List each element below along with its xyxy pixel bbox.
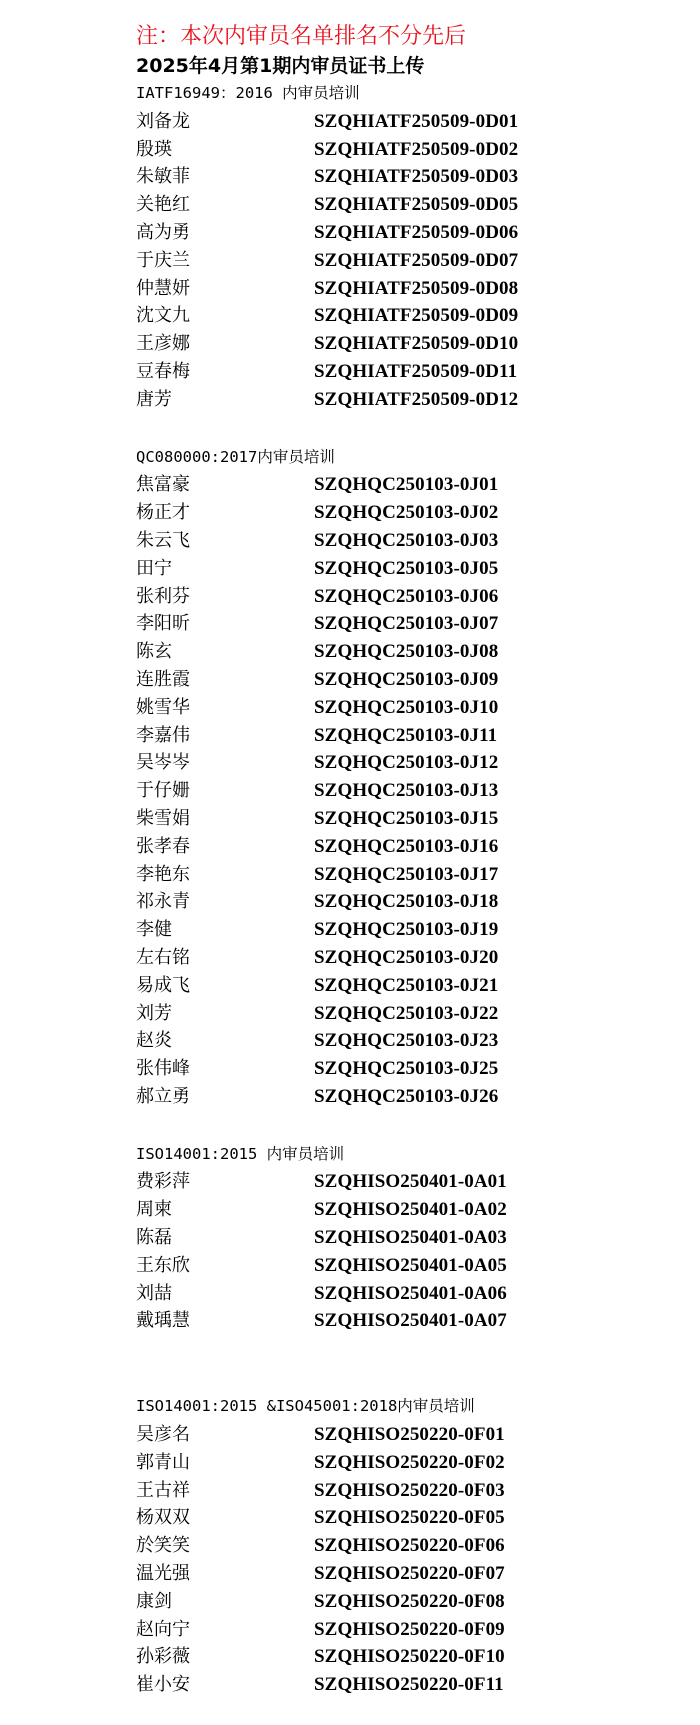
list-item xyxy=(136,610,696,638)
list-item xyxy=(136,888,696,916)
list-item xyxy=(136,972,696,1000)
section-spacer xyxy=(136,1111,696,1141)
certificate-number: SZQHISO250220-0F01 xyxy=(314,1424,505,1446)
page-title: 2025年4月第1期内审员证书上传 xyxy=(136,55,425,77)
certificate-number: SZQHQC250103-0J22 xyxy=(314,1002,499,1024)
auditor-name: 于庆兰 xyxy=(136,249,190,271)
auditor-name: 周柬 xyxy=(136,1199,172,1221)
auditor-name: 殷瑛 xyxy=(136,138,172,160)
auditor-name: 杨正才 xyxy=(136,502,190,524)
auditor-name: 高为勇 xyxy=(136,221,190,243)
auditor-name: 王古祥 xyxy=(136,1479,190,1501)
certificate-number: SZQHQC250103-0J17 xyxy=(314,863,499,885)
certificate-number: SZQHQC250103-0J07 xyxy=(314,613,499,635)
certificate-number: SZQHIATF250509-0D08 xyxy=(314,277,519,299)
list-item xyxy=(136,1307,696,1335)
list-item xyxy=(136,722,696,750)
certificate-number: SZQHIATF250509-0D12 xyxy=(314,388,519,410)
auditor-name: 吴岑岑 xyxy=(136,752,190,774)
auditor-name: 焦富豪 xyxy=(136,474,190,496)
auditor-name: 赵炎 xyxy=(136,1030,172,1052)
auditor-name: 柴雪娟 xyxy=(136,807,190,829)
list-item xyxy=(136,805,696,833)
list-item xyxy=(136,749,696,777)
certificate-number: SZQHISO250220-0F06 xyxy=(314,1535,505,1557)
certificate-number: SZQHQC250103-0J05 xyxy=(314,557,499,579)
certificate-number: SZQHQC250103-0J19 xyxy=(314,919,499,941)
auditor-name: 张孝春 xyxy=(136,835,190,857)
certificate-number: SZQHISO250401-0A07 xyxy=(314,1310,507,1332)
list-item xyxy=(136,275,696,303)
auditor-name: 祁永青 xyxy=(136,891,190,913)
section-spacer xyxy=(136,414,696,444)
certificate-number: SZQHQC250103-0J18 xyxy=(314,891,499,913)
list-item xyxy=(136,1000,696,1028)
list-item xyxy=(136,1252,696,1280)
auditor-name: 王彦娜 xyxy=(136,333,190,355)
certificate-number: SZQHISO250220-0F05 xyxy=(314,1507,505,1529)
certificate-number: SZQHQC250103-0J12 xyxy=(314,752,499,774)
certificate-number: SZQHQC250103-0J10 xyxy=(314,696,499,718)
auditor-name: 吴彦名 xyxy=(136,1424,190,1446)
auditor-name: 陈玄 xyxy=(136,641,172,663)
certificate-number: SZQHISO250220-0F03 xyxy=(314,1479,505,1501)
certificate-sections xyxy=(136,80,696,1699)
auditor-name: 李健 xyxy=(136,919,172,941)
certificate-section xyxy=(136,444,696,1111)
list-item xyxy=(136,247,696,275)
list-item xyxy=(136,1532,696,1560)
certificate-number: SZQHQC250103-0J15 xyxy=(314,807,499,829)
auditor-name: 关艳红 xyxy=(136,194,190,216)
certificate-number: SZQHQC250103-0J25 xyxy=(314,1058,499,1080)
list-item xyxy=(136,1588,696,1616)
auditor-name: 沈文九 xyxy=(136,305,190,327)
list-item xyxy=(136,666,696,694)
list-item xyxy=(136,1224,696,1252)
auditor-name: 张伟峰 xyxy=(136,1058,190,1080)
list-item xyxy=(136,1504,696,1532)
list-item xyxy=(136,777,696,805)
auditor-name: 费彩萍 xyxy=(136,1171,190,1193)
list-item xyxy=(136,330,696,358)
certificate-section xyxy=(136,1393,696,1699)
list-item xyxy=(136,583,696,611)
auditor-name: 陈磊 xyxy=(136,1227,172,1249)
certificate-number: SZQHISO250220-0F07 xyxy=(314,1563,505,1585)
section-heading: ISO14001:2015 内审员培训 xyxy=(136,1144,345,1163)
list-item xyxy=(136,833,696,861)
list-item xyxy=(136,1280,696,1308)
certificate-number: SZQHIATF250509-0D03 xyxy=(314,166,519,188)
auditor-name: 姚雪华 xyxy=(136,696,190,718)
auditor-name: 刘喆 xyxy=(136,1282,172,1304)
list-item xyxy=(136,527,696,555)
certificate-number: SZQHISO250220-0F10 xyxy=(314,1646,505,1668)
certificate-number: SZQHQC250103-0J20 xyxy=(314,946,499,968)
list-item xyxy=(136,302,696,330)
list-item xyxy=(136,861,696,889)
auditor-name: 左右铭 xyxy=(136,946,190,968)
ranking-notice: 注：本次内审员名单排名不分先后 xyxy=(136,24,467,49)
list-item xyxy=(136,1560,696,1588)
auditor-name: 刘芳 xyxy=(136,1002,172,1024)
certificate-number: SZQHQC250103-0J23 xyxy=(314,1030,499,1052)
list-item xyxy=(136,944,696,972)
list-item xyxy=(136,1643,696,1671)
list-item xyxy=(136,555,696,583)
list-item xyxy=(136,219,696,247)
list-item xyxy=(136,1083,696,1111)
certificate-number: SZQHIATF250509-0D06 xyxy=(314,221,519,243)
auditor-name: 郝立勇 xyxy=(136,1085,190,1107)
auditor-name: 豆春梅 xyxy=(136,360,190,382)
auditor-name: 温光强 xyxy=(136,1563,190,1585)
list-item xyxy=(136,163,696,191)
certificate-number: SZQHIATF250509-0D01 xyxy=(314,110,519,132)
certificate-number: SZQHQC250103-0J09 xyxy=(314,668,499,690)
certificate-number: SZQHQC250103-0J21 xyxy=(314,974,499,996)
auditor-name: 连胜霞 xyxy=(136,668,190,690)
auditor-name: 李嘉伟 xyxy=(136,724,190,746)
list-item xyxy=(136,1027,696,1055)
auditor-name: 朱云飞 xyxy=(136,529,190,551)
certificate-number: SZQHISO250220-0F02 xyxy=(314,1451,505,1473)
certificate-number: SZQHIATF250509-0D10 xyxy=(314,333,519,355)
certificate-number: SZQHQC250103-0J26 xyxy=(314,1085,499,1107)
list-item xyxy=(136,1449,696,1477)
certificate-number: SZQHISO250401-0A05 xyxy=(314,1254,507,1276)
certificate-number: SZQHIATF250509-0D02 xyxy=(314,138,519,160)
auditor-name: 赵向宁 xyxy=(136,1618,190,1640)
certificate-section xyxy=(136,80,696,414)
auditor-name: 易成飞 xyxy=(136,974,190,996)
certificate-number: SZQHIATF250509-0D07 xyxy=(314,249,519,271)
list-item xyxy=(136,1055,696,1083)
list-item xyxy=(136,916,696,944)
certificate-number: SZQHQC250103-0J06 xyxy=(314,585,499,607)
auditor-name: 戴瑀慧 xyxy=(136,1310,190,1332)
auditor-name: 于仔姗 xyxy=(136,780,190,802)
certificate-number: SZQHISO250220-0F08 xyxy=(314,1590,505,1612)
certificate-number: SZQHIATF250509-0D05 xyxy=(314,194,519,216)
auditor-name: 李艳东 xyxy=(136,863,190,885)
auditor-name: 田宁 xyxy=(136,557,172,579)
auditor-name: 杨双双 xyxy=(136,1507,190,1529)
certificate-number: SZQHQC250103-0J08 xyxy=(314,641,499,663)
auditor-name: 王东欣 xyxy=(136,1254,190,1276)
certificate-number: SZQHQC250103-0J16 xyxy=(314,835,499,857)
certificate-number: SZQHQC250103-0J01 xyxy=(314,474,499,496)
auditor-name: 唐芳 xyxy=(136,388,172,410)
certificate-number: SZQHISO250401-0A06 xyxy=(314,1282,507,1304)
list-item xyxy=(136,108,696,136)
certificate-number: SZQHISO250220-0F11 xyxy=(314,1674,504,1696)
certificate-number: SZQHISO250401-0A01 xyxy=(314,1171,507,1193)
auditor-name: 孙彩薇 xyxy=(136,1646,190,1668)
list-item xyxy=(136,638,696,666)
list-item xyxy=(136,191,696,219)
certificate-number: SZQHISO250401-0A03 xyxy=(314,1227,507,1249)
auditor-name: 於笑笑 xyxy=(136,1535,190,1557)
list-item xyxy=(136,1168,696,1196)
document-body xyxy=(136,22,696,1699)
list-item xyxy=(136,136,696,164)
list-item xyxy=(136,1671,696,1699)
list-item xyxy=(136,1477,696,1505)
auditor-name: 朱敏菲 xyxy=(136,166,190,188)
certificate-number: SZQHQC250103-0J11 xyxy=(314,724,498,746)
certificate-number: SZQHQC250103-0J13 xyxy=(314,780,499,802)
certificate-number: SZQHQC250103-0J03 xyxy=(314,529,499,551)
list-item xyxy=(136,1196,696,1224)
list-item xyxy=(136,1421,696,1449)
auditor-name: 李阳昕 xyxy=(136,613,190,635)
list-item xyxy=(136,386,696,414)
list-item xyxy=(136,694,696,722)
auditor-name: 康剑 xyxy=(136,1590,172,1612)
auditor-name: 仲慧妍 xyxy=(136,277,190,299)
section-spacer xyxy=(136,1335,696,1393)
auditor-name: 崔小安 xyxy=(136,1674,190,1696)
auditor-name: 郭青山 xyxy=(136,1451,190,1473)
list-item xyxy=(136,471,696,499)
section-heading: QC080000:2017内审员培训 xyxy=(136,447,335,466)
list-item xyxy=(136,358,696,386)
auditor-name: 张利芬 xyxy=(136,585,190,607)
certificate-number: SZQHISO250401-0A02 xyxy=(314,1199,507,1221)
certificate-number: SZQHIATF250509-0D11 xyxy=(314,360,518,382)
auditor-name: 刘备龙 xyxy=(136,110,190,132)
certificate-number: SZQHISO250220-0F09 xyxy=(314,1618,505,1640)
list-item xyxy=(136,499,696,527)
list-item xyxy=(136,1616,696,1644)
certificate-section xyxy=(136,1141,696,1336)
section-heading: IATF16949：2016 内审员培训 xyxy=(136,84,360,102)
certificate-number: SZQHQC250103-0J02 xyxy=(314,502,499,524)
certificate-number: SZQHIATF250509-0D09 xyxy=(314,305,519,327)
section-heading: ISO14001:2015 &ISO45001:2018内审员培训 xyxy=(136,1397,475,1416)
